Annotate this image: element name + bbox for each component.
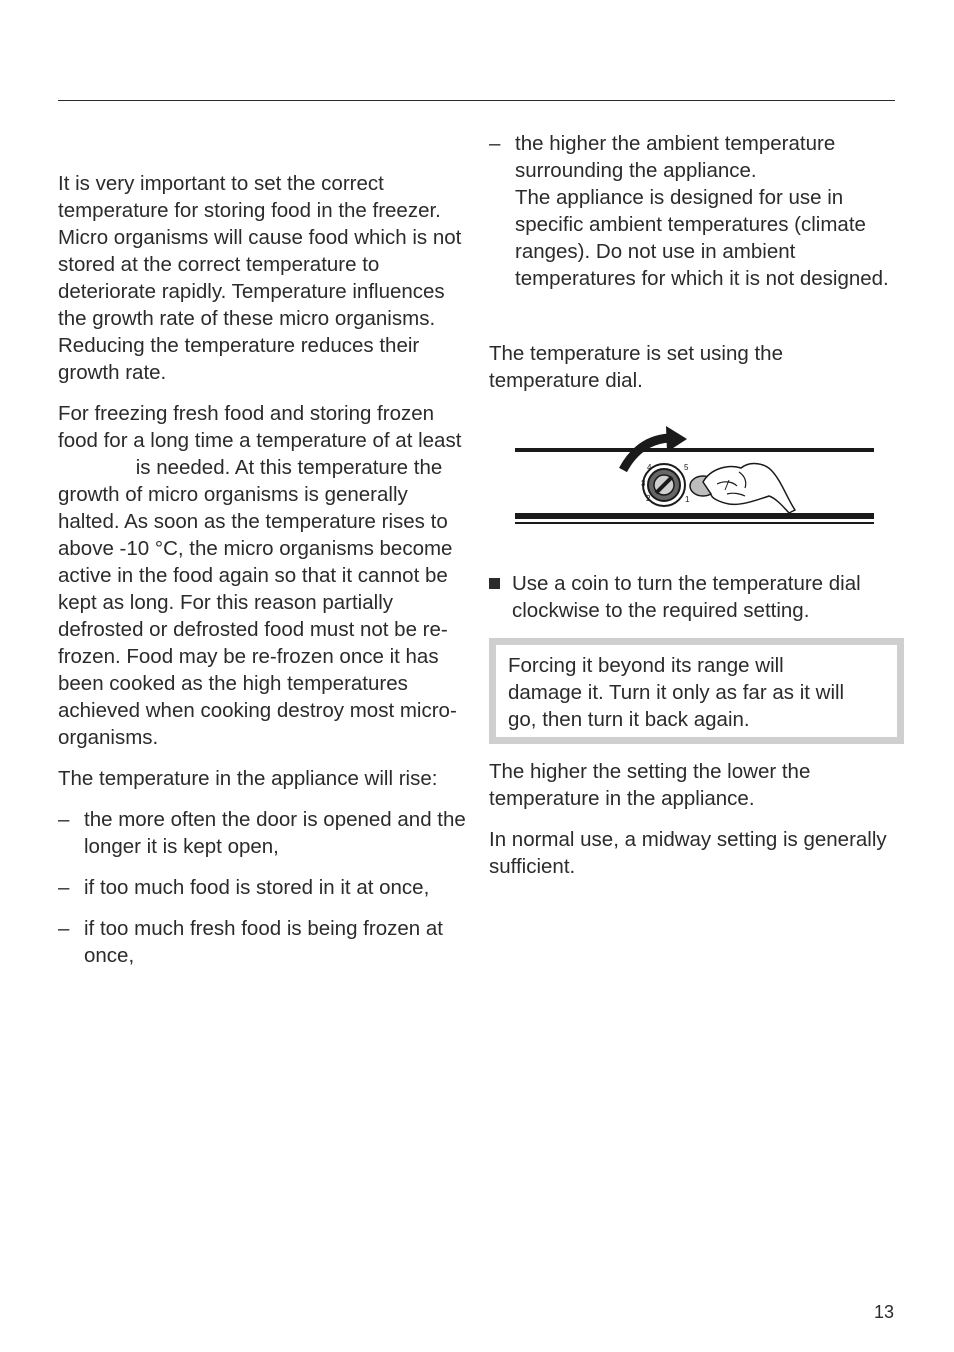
freezing-text-before: For freezing fresh food and storing frozen food for a long time a temperature of at least	[58, 402, 462, 452]
dash-bullet: –	[58, 876, 70, 899]
dial-number: 1	[685, 495, 690, 504]
list-item-text: if too much food is stored in it at once,	[84, 876, 430, 899]
list-item	[58, 874, 466, 901]
dash-bullet: –	[489, 132, 501, 155]
left-column	[58, 170, 466, 983]
warning-line: go, then turn it back again.	[508, 708, 750, 731]
warning-line: damage it. Turn it only as far as it will	[508, 681, 845, 704]
list-item-text: the more often the door is opened and the longer it is kept open,	[84, 808, 466, 858]
instruction-item	[489, 570, 897, 624]
instruction-text: Use a coin to turn the temperature dial clockwise to the required setting.	[512, 572, 861, 622]
rise-intro: The temperature in the appliance will rise:	[58, 767, 438, 790]
temperature-dial-illustration	[489, 410, 895, 560]
dial-drawing	[489, 410, 895, 560]
warning-line: Forcing it beyond its range will	[508, 654, 784, 677]
list-item	[58, 806, 466, 860]
right-column	[489, 130, 897, 894]
intro-paragraph: It is very important to set the correct temperature for storing food in the freezer. Micro organisms will cause food which is not stored at the correct temperature to deteriorate rapidly. Temperature influences the growth rate of these micro organisms. Reducing the temperature reduces their growth rate.	[58, 172, 462, 384]
dial-number: 4	[647, 463, 652, 472]
list-item-text: if too much fresh food is being frozen at once,	[84, 917, 443, 967]
square-bullet-icon	[489, 578, 500, 589]
dial-number: 5	[684, 463, 689, 472]
freezing-paragraph	[58, 400, 466, 751]
ambient-text: the higher the ambient temperature surrounding the appliance.	[515, 132, 836, 182]
list-item	[489, 130, 897, 292]
dial-number: 2	[646, 494, 651, 503]
header-rule	[58, 100, 895, 101]
dash-bullet: –	[58, 917, 70, 940]
list-item	[58, 915, 466, 969]
normal-use-paragraph: In normal use, a midway setting is generally sufficient.	[489, 828, 887, 878]
ambient-note: The appliance is designed for use in specific ambient temperatures (climate ranges). Do not use in ambient temperatures for which it is not designed.	[515, 186, 889, 290]
warning-box	[489, 638, 904, 744]
page-number: 13	[874, 1302, 895, 1322]
freezing-text-after: is needed. At this temperature the growth of micro organisms is generally halted. As soon as the temperature rises to above -10 °C, the micro organisms become active in the food again so that it cannot be kept as long. For this reason partially defrosted or defrosted food must not be re-frozen. Food may be re-frozen once it has been cooked as the high temperatures achieved when cooking destroy most micro-organisms.	[58, 456, 457, 749]
dash-bullet: –	[58, 808, 70, 831]
dial-number: 3	[641, 479, 646, 488]
higher-setting-paragraph: The higher the setting the lower the temperature in the appliance.	[489, 760, 811, 810]
dial-intro: The temperature is set using the temperature dial.	[489, 342, 783, 392]
